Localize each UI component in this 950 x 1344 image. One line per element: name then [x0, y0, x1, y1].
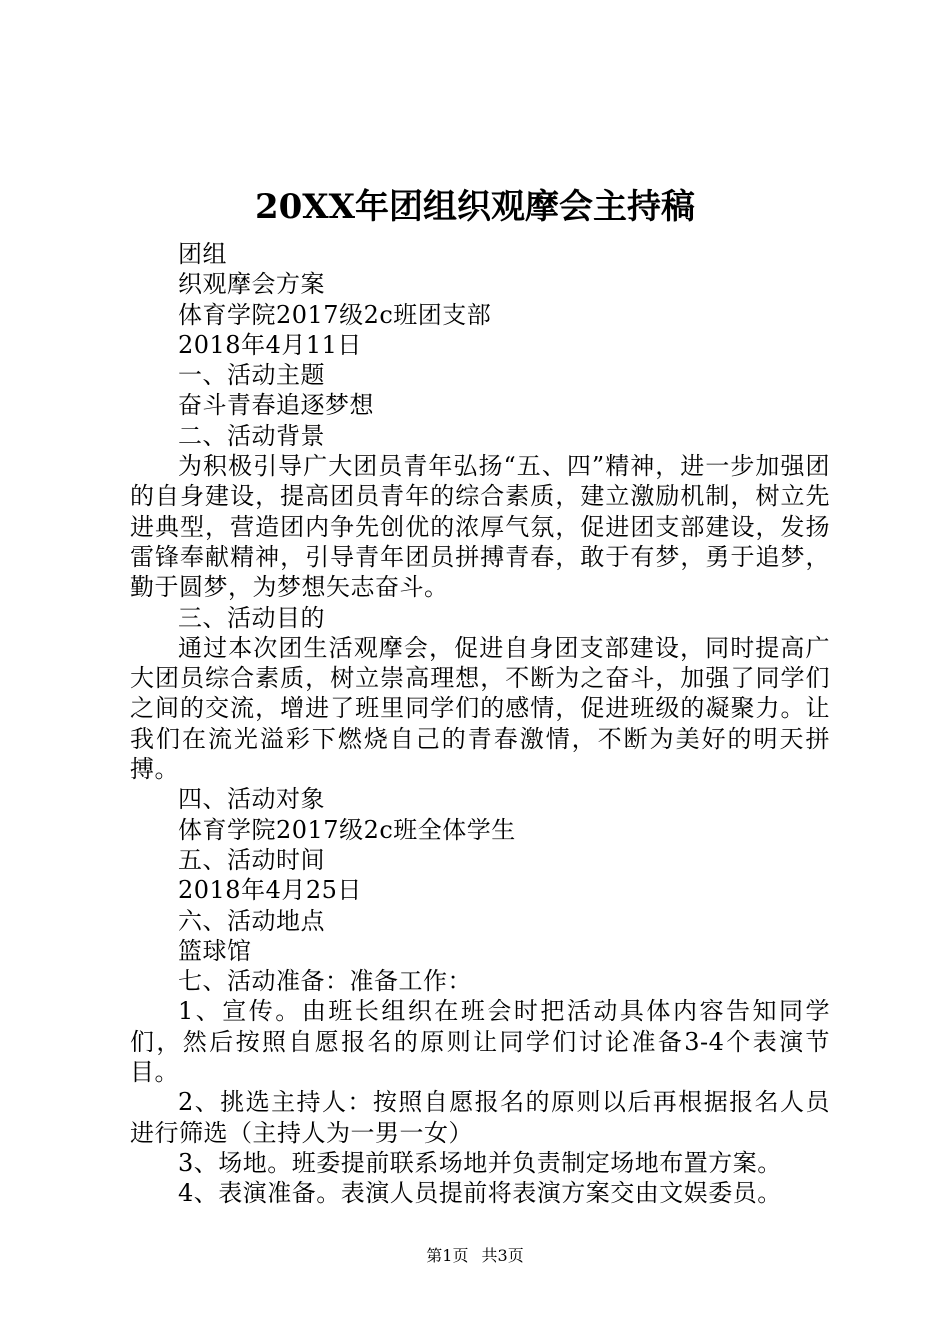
section-heading: 三、活动目的 — [178, 603, 325, 632]
section-heading: 四、活动对象 — [178, 785, 325, 814]
text-line: 体育学院2017级2c班团支部 — [178, 300, 492, 329]
document-title: 20XX年团组织观摩会主持稿 — [254, 187, 696, 227]
date-line: 2018年4月25日 — [178, 876, 362, 905]
section-heading: 二、活动背景 — [178, 421, 325, 450]
text-line: 织观摩会方案 — [178, 270, 325, 299]
text-line: 奋斗青春追逐梦想 — [178, 391, 374, 420]
section-heading: 五、活动时间 — [178, 845, 325, 874]
text-line: 篮球馆 — [178, 936, 252, 965]
page-total: 共3页 — [481, 1246, 524, 1265]
paragraph: 4、表演准备。表演人员提前将表演方案交由文娱委员。 — [178, 1179, 782, 1208]
page-number: 第1页 — [426, 1246, 469, 1265]
section-heading: 一、活动主题 — [178, 361, 325, 390]
paragraph: 1、宣传。由班长组织在班会时把活动具体内容告知同学们，然后按照自愿报名的原则让同学们讨论准备3-4个表演节目。 — [130, 997, 830, 1087]
text-line: 体育学院2017级2c班全体学生 — [178, 815, 516, 844]
paragraph: 2、挑选主持人：按照自愿报名的原则以后再根据报名人员进行筛选（主持人为一男一女） — [130, 1088, 830, 1147]
page-footer — [0, 1244, 950, 1268]
paragraph: 通过本次团生活观摩会，促进自身团支部建设，同时提高广大团员综合素质，树立崇高理想，不断为之奋斗，加强了同学们之间的交流，增进了班里同学们的感情，促进班级的凝聚力。让我们在流光溢彩下燃烧自己的青春激情，不断为美好的明天拼搏。 — [130, 633, 830, 784]
paragraph: 为积极引导广大团员青年弘扬“五、四”精神，进一步加强团的自身建设，提高团员青年的综合素质，建立激励机制，树立先进典型，营造团内争先创优的浓厚气氛，促进团支部建设，发扬雷锋奉献精神，引导青年团员拼搏青春，敢于有梦，勇于追梦，勤于圆梦，为梦想矢志奋斗。 — [130, 452, 830, 602]
paragraph: 3、场地。班委提前联系场地并负责制定场地布置方案。 — [178, 1148, 782, 1177]
date-line: 2018年4月11日 — [178, 330, 362, 359]
document-body — [130, 239, 830, 1209]
text-line: 团组 — [178, 240, 227, 268]
section-heading: 六、活动地点 — [178, 906, 325, 935]
section-heading: 七、活动准备：准备工作： — [178, 967, 472, 996]
